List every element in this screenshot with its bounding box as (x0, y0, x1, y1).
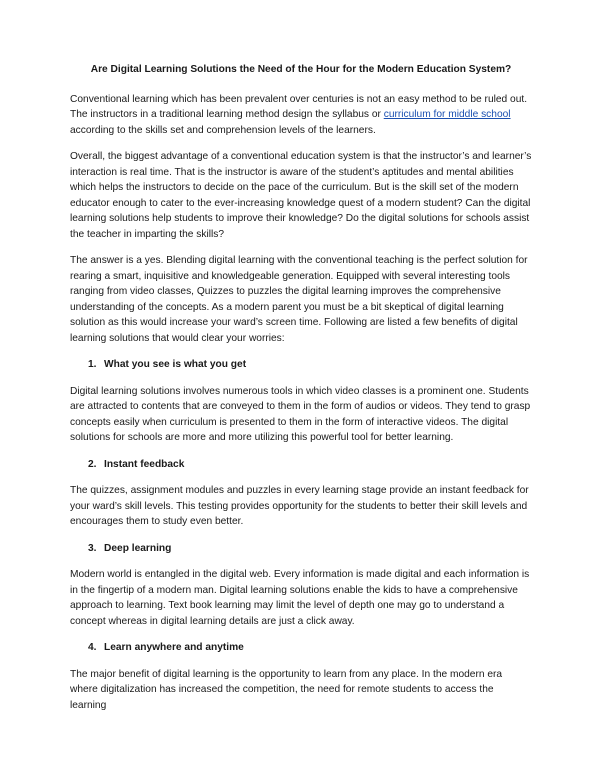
section-heading-4 (70, 640, 532, 656)
intro-text-before-link: Conventional learning which has been prevalent over centuries is not an easy method to be ruled out. The instructors in a traditional learning method design the syllabus or (70, 93, 528, 120)
document-page (70, 62, 532, 713)
section-heading-text: What you see is what you get (104, 359, 247, 370)
section-heading-2 (70, 457, 532, 473)
intro-paragraph (70, 92, 532, 139)
section-number: 3. (88, 542, 97, 554)
document-title: Are Digital Learning Solutions the Need of the Hour for the Modern Education System? (90, 64, 512, 75)
section-heading-text: Learn anywhere and anytime (104, 642, 244, 653)
curriculum-link[interactable]: curriculum for middle school (383, 109, 511, 120)
section-body-1: Digital learning solutions involves numerous tools in which video classes is a prominent one. Students are attracted to contents that are conveyed to them in the form of audios or videos. They tend to grasp concepts easily when curriculum is presented to them in the form of interactive videos. The digital solutions for schools are more and more utilizing this powerful tool for better learning. (70, 385, 531, 443)
section-body-2: The quizzes, assignment modules and puzzles in every learning stage provide an instant feedback for your ward’s skill levels. This testing provides opportunity for the students to better their skill levels and encourages them to study even better. (70, 485, 529, 527)
section-heading-text: Instant feedback (104, 458, 185, 470)
section-body-3: Modern world is entangled in the digital web. Every information is made digital and each information is in the fingertip of a modern man. Digital learning solutions enable the kids to have a comprehensive approach to learning. Text book learning may limit the level of depth one may go to understand a concept whereas in digital learning details are just a click away. (70, 569, 530, 627)
section-number: 2. (88, 458, 97, 470)
paragraph-advantage: Overall, the biggest advantage of a conventional education system is that the instructor’s and learner’s interaction is real time. That is the instructor is aware of the student’s aptitudes and mental abilities which helps the instructors to decide on the pace of the curriculum. But is the skill set of the modern educator enough to cater to the ever-increasing knowledge quest of a modern student? Can the digital learning solutions help students to improve their knowledge? Do the digital solutions for schools assist the teacher in imparting the skills? (70, 151, 532, 240)
section-heading-3 (70, 541, 532, 557)
intro-text-after-link: according to the skills set and comprehension levels of the learners. (70, 124, 376, 136)
section-body-4: The major benefit of digital learning is the opportunity to learn from any place. In the modern era where digitalization has increased the competition, the need for remote students to access the learning (70, 668, 503, 711)
section-number: 1. (88, 359, 97, 370)
section-heading-text: Deep learning (104, 542, 172, 554)
section-heading-1 (70, 357, 532, 373)
paragraph-answer: The answer is a yes. Blending digital learning with the conventional teaching is the perfect solution for rearing a smart, inquisitive and knowledgeable generation. Equipped with several interesting tools ranging from video classes, Quizzes to puzzles the digital learning improves the comprehensive understanding of the concepts. As a modern parent you must be a bit skeptical of digital learning solution as this would increase your ward’s screen time. Following are listed a few benefits of digital learning solutions that would clear your worries: (70, 255, 528, 344)
section-number: 4. (88, 642, 97, 653)
